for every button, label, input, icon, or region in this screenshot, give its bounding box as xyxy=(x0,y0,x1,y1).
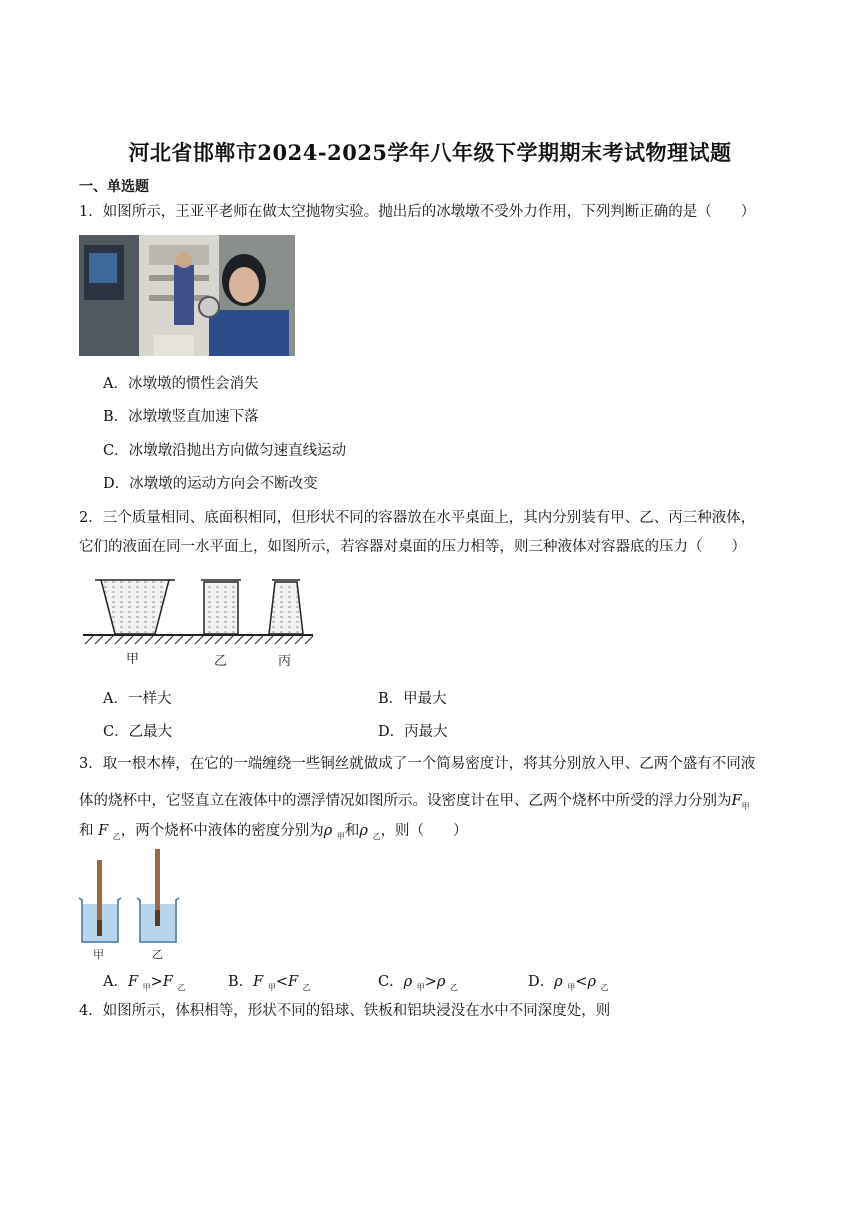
symbol-f: F xyxy=(287,974,299,990)
question-3-option-c[interactable] xyxy=(378,970,458,993)
subscript-jia: 甲 xyxy=(567,982,576,992)
greater-than: > xyxy=(150,974,163,990)
symbol-f: F xyxy=(731,793,742,809)
symbol-rho: ρ xyxy=(359,823,368,839)
question-2-option-d[interactable]: D．丙最大 xyxy=(378,724,448,740)
question-1-option-a[interactable]: A．冰墩墩的惯性会消失 xyxy=(103,376,259,392)
label-yi: 乙 xyxy=(152,948,163,961)
hydrometer-diagram xyxy=(76,846,186,964)
less-than: < xyxy=(275,974,288,990)
question-3-line-2 xyxy=(79,787,784,821)
question-3-tail-text: ，则（ ） xyxy=(380,823,468,839)
option-letter: D． xyxy=(528,974,555,990)
symbol-f: F xyxy=(253,974,264,990)
container-yi xyxy=(204,582,238,634)
subscript-yi: 乙 xyxy=(177,982,186,992)
subscript-yi: 乙 xyxy=(600,982,609,992)
label-jia: 甲 xyxy=(93,948,104,961)
question-1-option-b[interactable]: B．冰墩墩竖直加速下落 xyxy=(103,409,259,425)
less-than: < xyxy=(575,974,588,990)
question-2-line-2: 它们的液面在同一水平面上，如图所示，若容器对桌面的压力相等，则三种液体对容器底的压力（ ） xyxy=(79,539,746,555)
section-heading: 一、单选题 xyxy=(79,179,149,195)
label-jia: 甲 xyxy=(126,652,140,667)
containers-diagram xyxy=(79,574,319,670)
subscript-jia: 甲 xyxy=(741,801,750,811)
subscript-jia: 甲 xyxy=(267,982,276,992)
question-4-text: 4．如图所示，体积相等，形状不同的铅球、铁板和铝块浸没在水中不同深度处，则 xyxy=(79,1003,611,1019)
symbol-rho: ρ xyxy=(587,974,596,990)
subscript-yi: 乙 xyxy=(450,982,459,992)
question-3-option-a[interactable] xyxy=(103,970,185,993)
question-2-line-1: 2．三个质量相同、底面积相同，但形状不同的容器放在水平桌面上，其内分别装有甲、乙、丙三种液体， xyxy=(79,510,756,526)
question-1-option-c[interactable]: C．冰墩墩沿抛出方向做匀速直线运动 xyxy=(103,443,347,459)
symbol-rho: ρ xyxy=(554,974,563,990)
question-1-text: 1．如图所示，王亚平老师在做太空抛物实验。抛出后的冰墩墩不受外力作用，下列判断正确的是（ ） xyxy=(79,204,756,220)
symbol-f: F xyxy=(98,823,109,839)
question-3-option-d[interactable] xyxy=(528,970,609,993)
space-station-photo xyxy=(79,235,295,356)
option-letter: B． xyxy=(228,974,254,990)
container-jia xyxy=(101,580,169,634)
symbol-rho: ρ xyxy=(403,974,413,990)
subscript-yi: 乙 xyxy=(112,831,121,841)
option-letter: A． xyxy=(103,974,128,990)
symbol-f: F xyxy=(127,974,139,990)
question-1-photo xyxy=(79,235,295,356)
option-letter: C． xyxy=(378,974,404,990)
subscript-jia: 甲 xyxy=(142,982,151,992)
question-2-option-a[interactable]: A．一样大 xyxy=(103,691,172,707)
question-2-option-c[interactable]: C．乙最大 xyxy=(103,724,173,740)
subscript-yi: 乙 xyxy=(372,831,381,841)
symbol-f: F xyxy=(162,974,173,990)
container-bing xyxy=(269,582,303,634)
greater-than: > xyxy=(424,974,437,990)
label-yi: 乙 xyxy=(214,654,228,669)
question-1-option-d[interactable]: D．冰墩墩的运动方向会不断改变 xyxy=(103,476,318,492)
word-he: 和 xyxy=(344,823,360,839)
page-title: 河北省邯郸市2024-2025学年八年级下学期期末考试物理试题 xyxy=(128,140,732,165)
question-2-option-b[interactable]: B．甲最大 xyxy=(378,691,447,707)
question-3-middle-text: ，两个烧杯中液体的密度分别为 xyxy=(120,823,324,839)
question-3-option-b[interactable] xyxy=(228,970,311,993)
question-3-line-2-text: 体的烧杯中，它竖直立在液体中的漂浮情况如图所示。设密度计在甲、乙两个烧杯中所受的浮力分别为 xyxy=(79,793,732,809)
question-3-line-1: 3．取一根木棒，在它的一端缠绕一些铜丝就做成了一个简易密度计，将其分别放入甲、乙两个盛有不同液 xyxy=(79,756,756,772)
label-bing: 丙 xyxy=(278,654,292,669)
word-he: 和 xyxy=(79,823,94,839)
symbol-rho: ρ xyxy=(436,974,446,990)
subscript-jia: 甲 xyxy=(336,831,345,841)
subscript-yi: 乙 xyxy=(302,982,311,992)
subscript-jia: 甲 xyxy=(416,982,425,992)
symbol-rho: ρ xyxy=(323,823,333,839)
